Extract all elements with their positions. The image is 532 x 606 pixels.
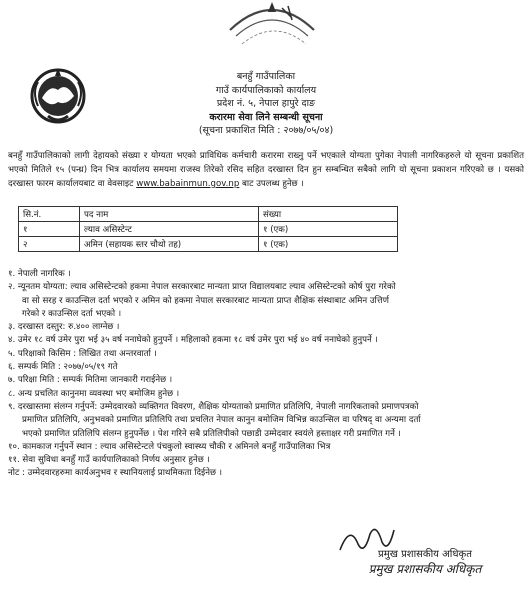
list-item: १. नेपाली नागरिक । (8, 269, 71, 279)
notice-title: करारमा सेवा लिने सम्बन्धी सूचना (209, 111, 323, 123)
office-address: प्रदेश नं. ५, नेपाल हापुरे दाङ (216, 98, 316, 109)
table-cell: १ (एक) (259, 222, 398, 237)
list-item: ८. अन्य प्रचलित कानुनमा व्यवस्था भए बमोजिम हुनेछ । (8, 388, 180, 399)
list-item-cont: भएको प्रमाणित प्रतिलिपि संलग्न हुनुपर्नेछ । पेश गरिने सबै प्रतिलिपीको पछाडी उम्मेदवार स्वयंले हस्ताक्षर गरी प्रमाणित गर्ने । (22, 428, 401, 439)
list-item: ५. परिक्षाको किसिम : लिखित तथा अन्तरवार्ता । (8, 348, 157, 359)
table-row (19, 222, 398, 237)
signatory-title-stamp: प्रमुख प्रशासकीय अधिकृत (368, 562, 482, 576)
signature-block (330, 548, 520, 576)
conditions-list (8, 268, 524, 481)
table-cell: १ (19, 222, 80, 237)
col-sn: सि.नं. (19, 207, 80, 222)
list-item: ३. दरखास्त दस्तुर: रु.४०० लाग्नेछ । (8, 322, 120, 333)
col-post: पद नाम (80, 207, 259, 222)
intro-suffix: बाट उपलब्ध हुनेछ । (242, 178, 304, 189)
list-item: ६. सम्पर्क मिति : २०७७/०५/१९ गते (8, 362, 118, 373)
website-link[interactable]: www.babainmun.gov.np (136, 178, 240, 189)
list-item-cont: गरेको र काउन्सिल दर्ता भएको । (22, 308, 122, 319)
table-row (19, 237, 398, 252)
table-cell: ल्याव असिस्टेन्ट (80, 222, 259, 237)
intro-paragraph (8, 150, 524, 191)
posts-table (18, 206, 398, 252)
publish-date: (सूचना प्रकाशित मिति : २०७७/०५/०४) (198, 125, 334, 136)
letterhead (0, 70, 532, 138)
intro-text: बनहुँ गाउँपालिकाको लागी देहायको संख्या र योग्यता भएको प्राविधिक कर्मचारी करारमा राख्नु पर्ने भएकाले योग्यता पुगेका नेपाली नागरिकहरुले यो सूचना प्रकाशित भएको मितिले १५ (पन्ध्र) दिन भित्र कार्यालय समयमा राजस्व तिरेको रसिद सहित दरखास्त दिन हुन सम्बन्धित सबैको लागि यो सूचना प्रकाशन गरिएको छ । यसको दरखास्त फारम कार्यालयबाट वा वेवसाइट (8, 151, 524, 189)
list-item: ९. दरखास्तमा संलग्न गर्नुपर्ने: उम्मेदवारको व्यक्तिगत विवरण, शैक्षिक योग्यताको प्रमाणित प्रतिलिपि, नेपाली नागरिकताको प्रमाणपत्रको (8, 401, 419, 412)
col-count: संख्या (259, 207, 398, 222)
note-item: नोट : उम्मेदवारहरुमा कार्यअनुभव र स्थानियलाई प्राथमिकता दिईनेछ । (8, 468, 223, 479)
table-header-row (19, 207, 398, 222)
list-item-cont: प्रमाणित प्रतिलिपि, अनुभवको प्रमाणित प्रतिलिपि तथा प्रचलित नेपाल कानुन बमोजिम विभिन्न काउन्सिल वा परिषद् वा अन्यमा दर्ता (22, 415, 421, 426)
office-stamp-icon (222, 0, 322, 62)
list-item: ७. परिक्षा मिति : सम्पर्क मितिमा जानकारी गराईनेछ । (8, 375, 173, 386)
list-item: १०. कामकाज गर्नुपर्ने स्थान : ल्याव असिस्टेन्टले पंचकुलो स्वास्थ्य चौकी र अमिनले बनहुँ गाउँपालिका भित्र (8, 441, 331, 452)
list-item: २. न्यूनतम योग्यता: ल्याव असिस्टेन्टको हकमा नेपाल सरकारबाट मान्यता प्राप्त विद्यालयबाट ल्याव असिस्टेन्टको कोर्ष पुरा गरेको (8, 282, 396, 293)
signatory-title: प्रमुख प्रशासकीय अधिकृत (378, 549, 472, 560)
org-name: बनहुँ गाउँपालिका (236, 71, 296, 82)
office-name: गाउँ कार्यपालिकाको कार्यालय (215, 84, 317, 96)
table-cell: १ (एक) (259, 237, 398, 252)
table-cell: अमिन (सहायक स्तर चौथो तह) (80, 237, 259, 252)
table-cell: २ (19, 237, 80, 252)
list-item: ११. सेवा सुविधा बनहुँ गाउँ कार्यपालिकाको निर्णय अनुसार हुनेछ । (8, 455, 210, 466)
list-item-cont: वा सो सरह र काउन्सिल दर्ता भएको र अमिन को हकमा नेपाल सरकारबाट मान्यता प्राप्त शैक्षिक संस्थाबाट अमिन उत्तिर्ण (22, 295, 389, 306)
list-item: ४. उमेर १८ वर्ष उमेर पुरा भई ३५ वर्ष ननाघेको हुनुपर्ने । महिलाको हकमा १८ वर्ष उमेर पुरा भई ४० वर्ष ननाघेको हुनुपर्ने । (8, 335, 378, 346)
